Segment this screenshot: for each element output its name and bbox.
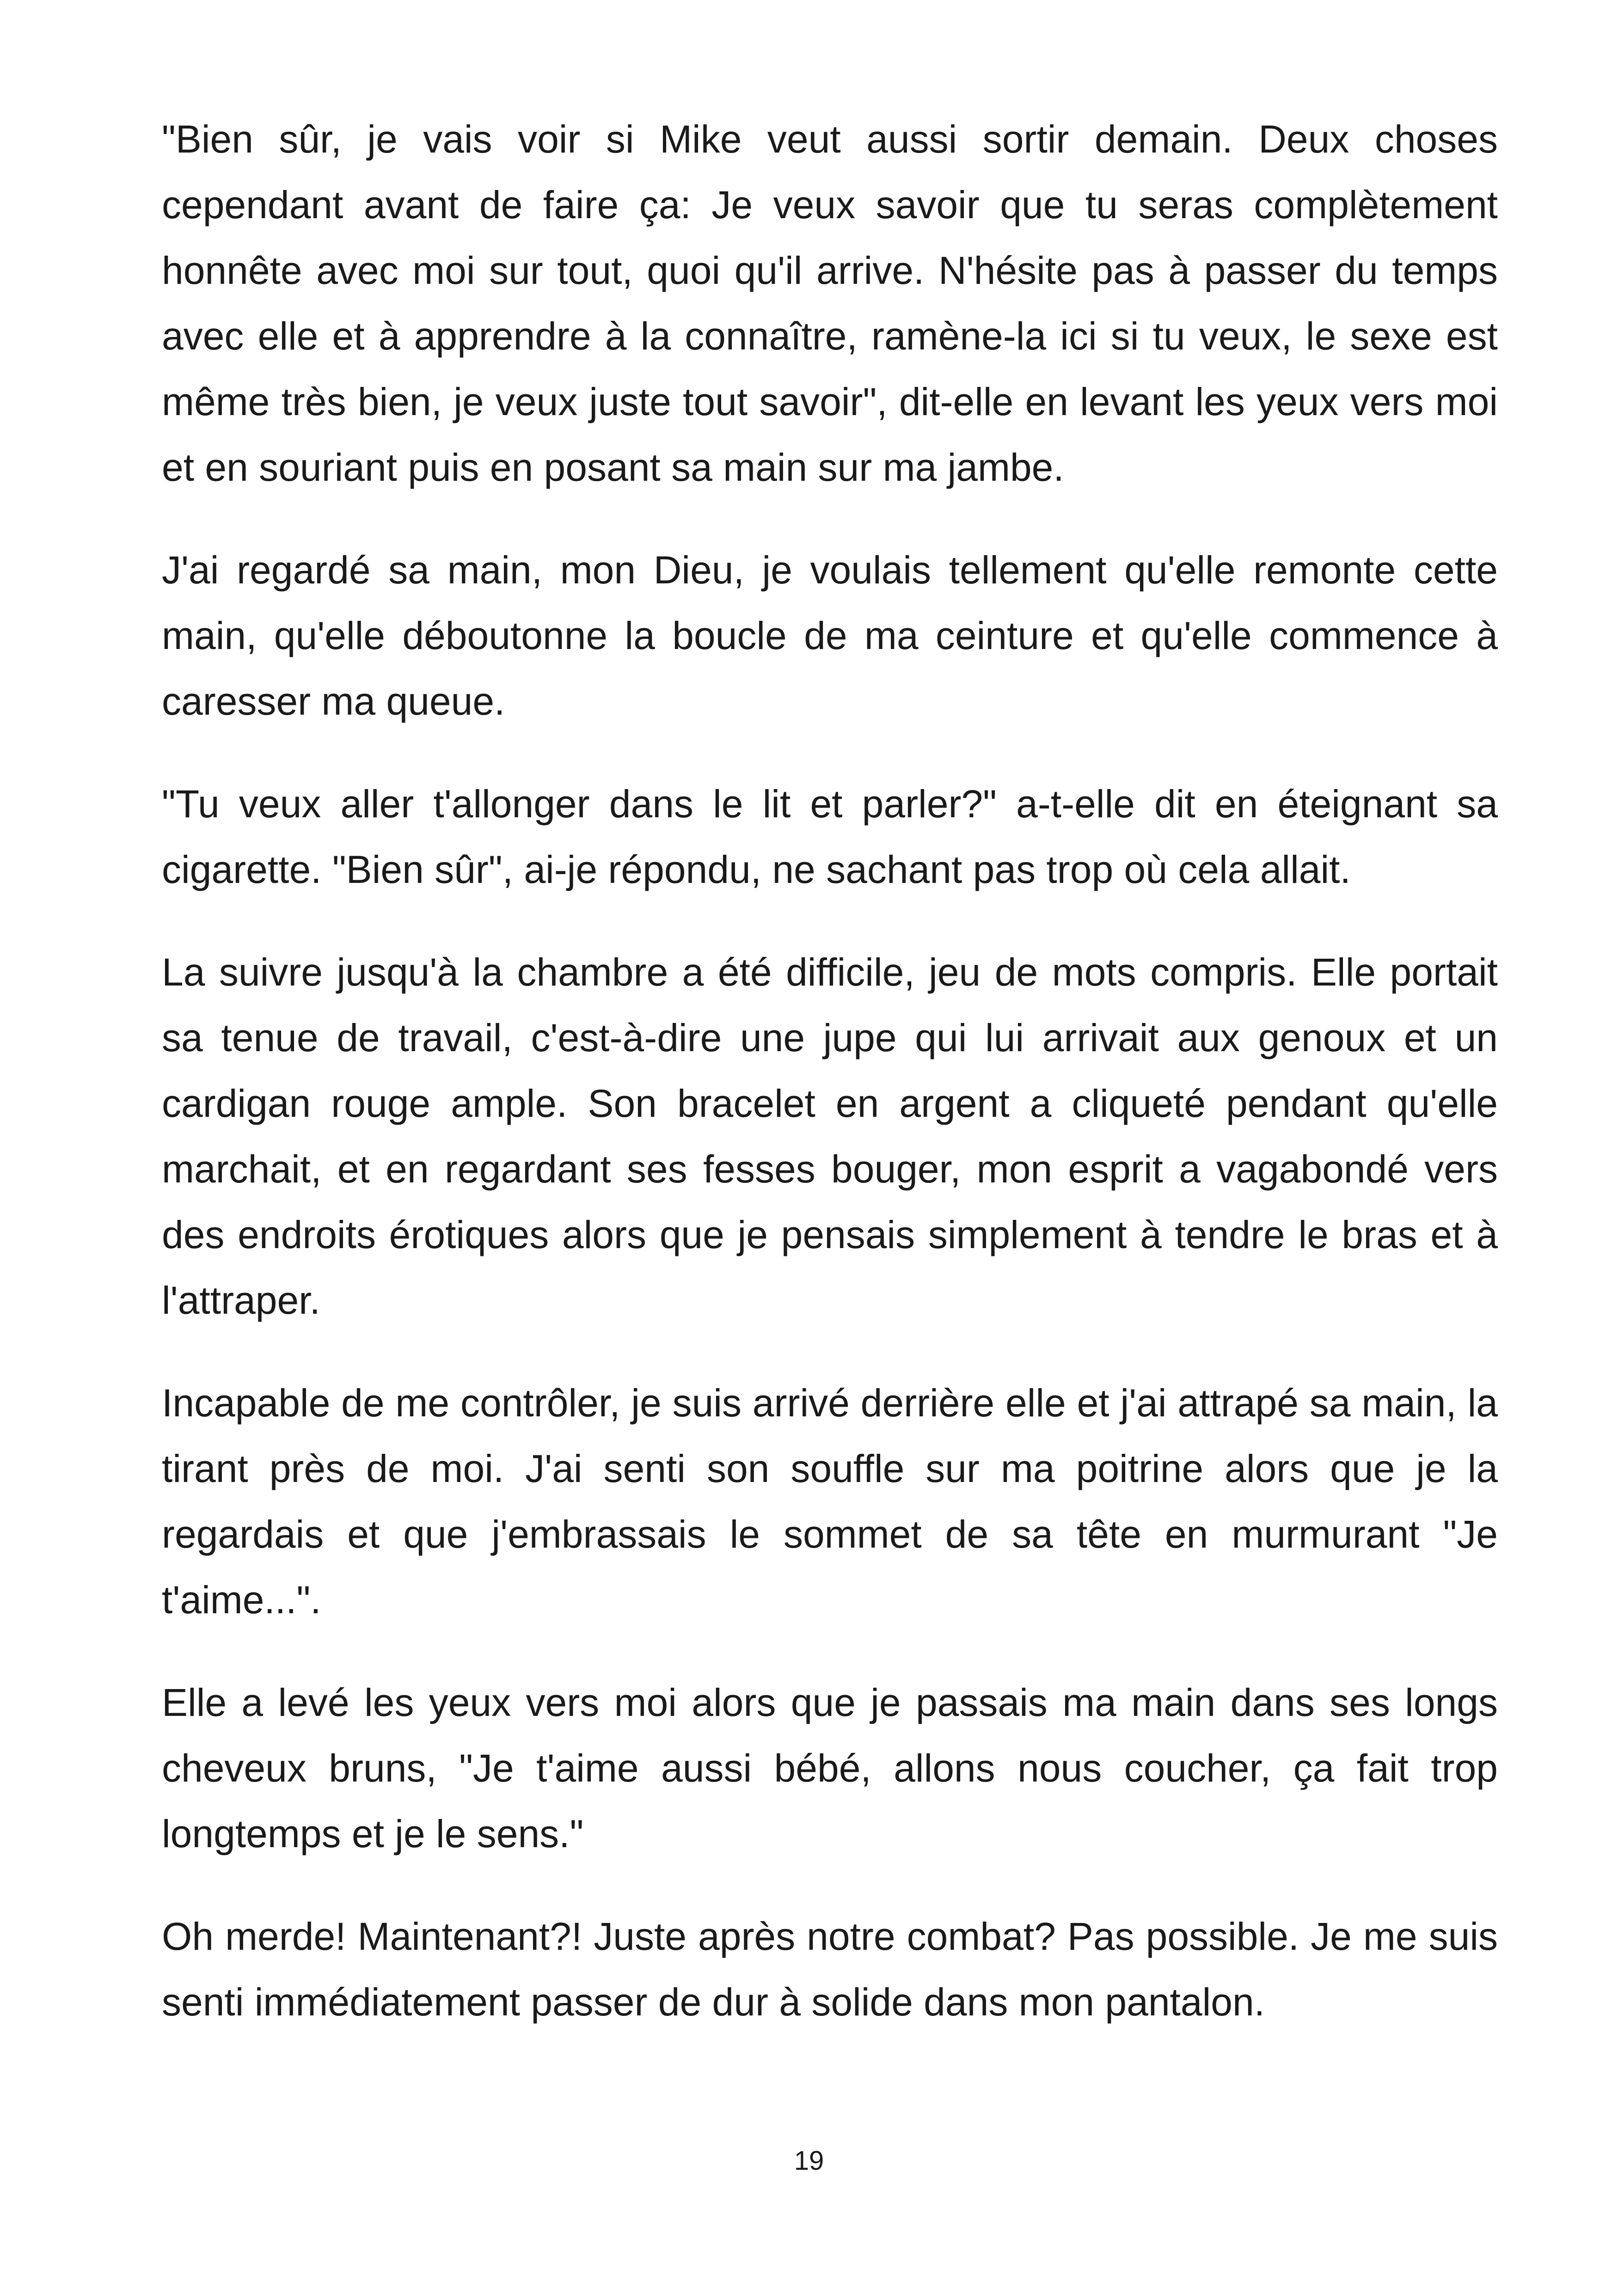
paragraph-4: La suivre jusqu'à la chambre a été difficile, jeu de mots compris. Elle portait sa tenue de travail, c'est-à-dire une jupe qui lui arrivait aux genoux et un cardigan rouge ample. Son bracelet en argent a cliqueté pendant qu'elle marchait, et en regardant ses fesses bouger, mon esprit a vagabondé vers des endroits érotiques alors que je pensais simplement à tendre le bras et à l'attraper. — [162, 950, 1498, 1322]
paragraph-6: Elle a levé les yeux vers moi alors que je passais ma main dans ses longs cheveux bruns, "Je t'aime aussi bébé, allons nous coucher, ça fait trop longtemps et je le sens." — [162, 1681, 1498, 1855]
paragraph-2: J'ai regardé sa main, mon Dieu, je voulais tellement qu'elle remonte cette main, qu'elle déboutonne la boucle de ma ceinture et qu'elle commence à caresser ma queue. — [162, 548, 1498, 723]
page-body — [162, 106, 1498, 2072]
paragraph-1: "Bien sûr, je vais voir si Mike veut aussi sortir demain. Deux choses cependant avant de faire ça: Je veux savoir que tu seras complètement honnête avec moi sur tout, quoi qu'il arrive. N'hésite pas à passer du temps avec elle et à apprendre à la connaître, ramène-la ici si tu veux, le sexe est même très bien, je veux juste tout savoir", dit-elle en levant les yeux vers moi et en souriant puis en posant sa main sur ma jambe. — [162, 117, 1498, 489]
paragraph-5: Incapable de me contrôler, je suis arrivé derrière elle et j'ai attrapé sa main, la tirant près de moi. J'ai senti son souffle sur ma poitrine alors que je la regardais et que j'embrassais le sommet de sa tête en murmurant "Je t'aime...". — [162, 1381, 1498, 1622]
paragraph-7: Oh merde! Maintenant?! Juste après notre combat? Pas possible. Je me suis senti immédiatement passer de dur à solide dans mon pantalon. — [162, 1915, 1498, 2024]
page-number: 19 — [794, 2146, 824, 2176]
paragraph-3: "Tu veux aller t'allonger dans le lit et parler?" a-t-elle dit en éteignant sa cigarette. "Bien sûr", ai-je répondu, ne sachant pas trop où cela allait. — [162, 782, 1498, 891]
